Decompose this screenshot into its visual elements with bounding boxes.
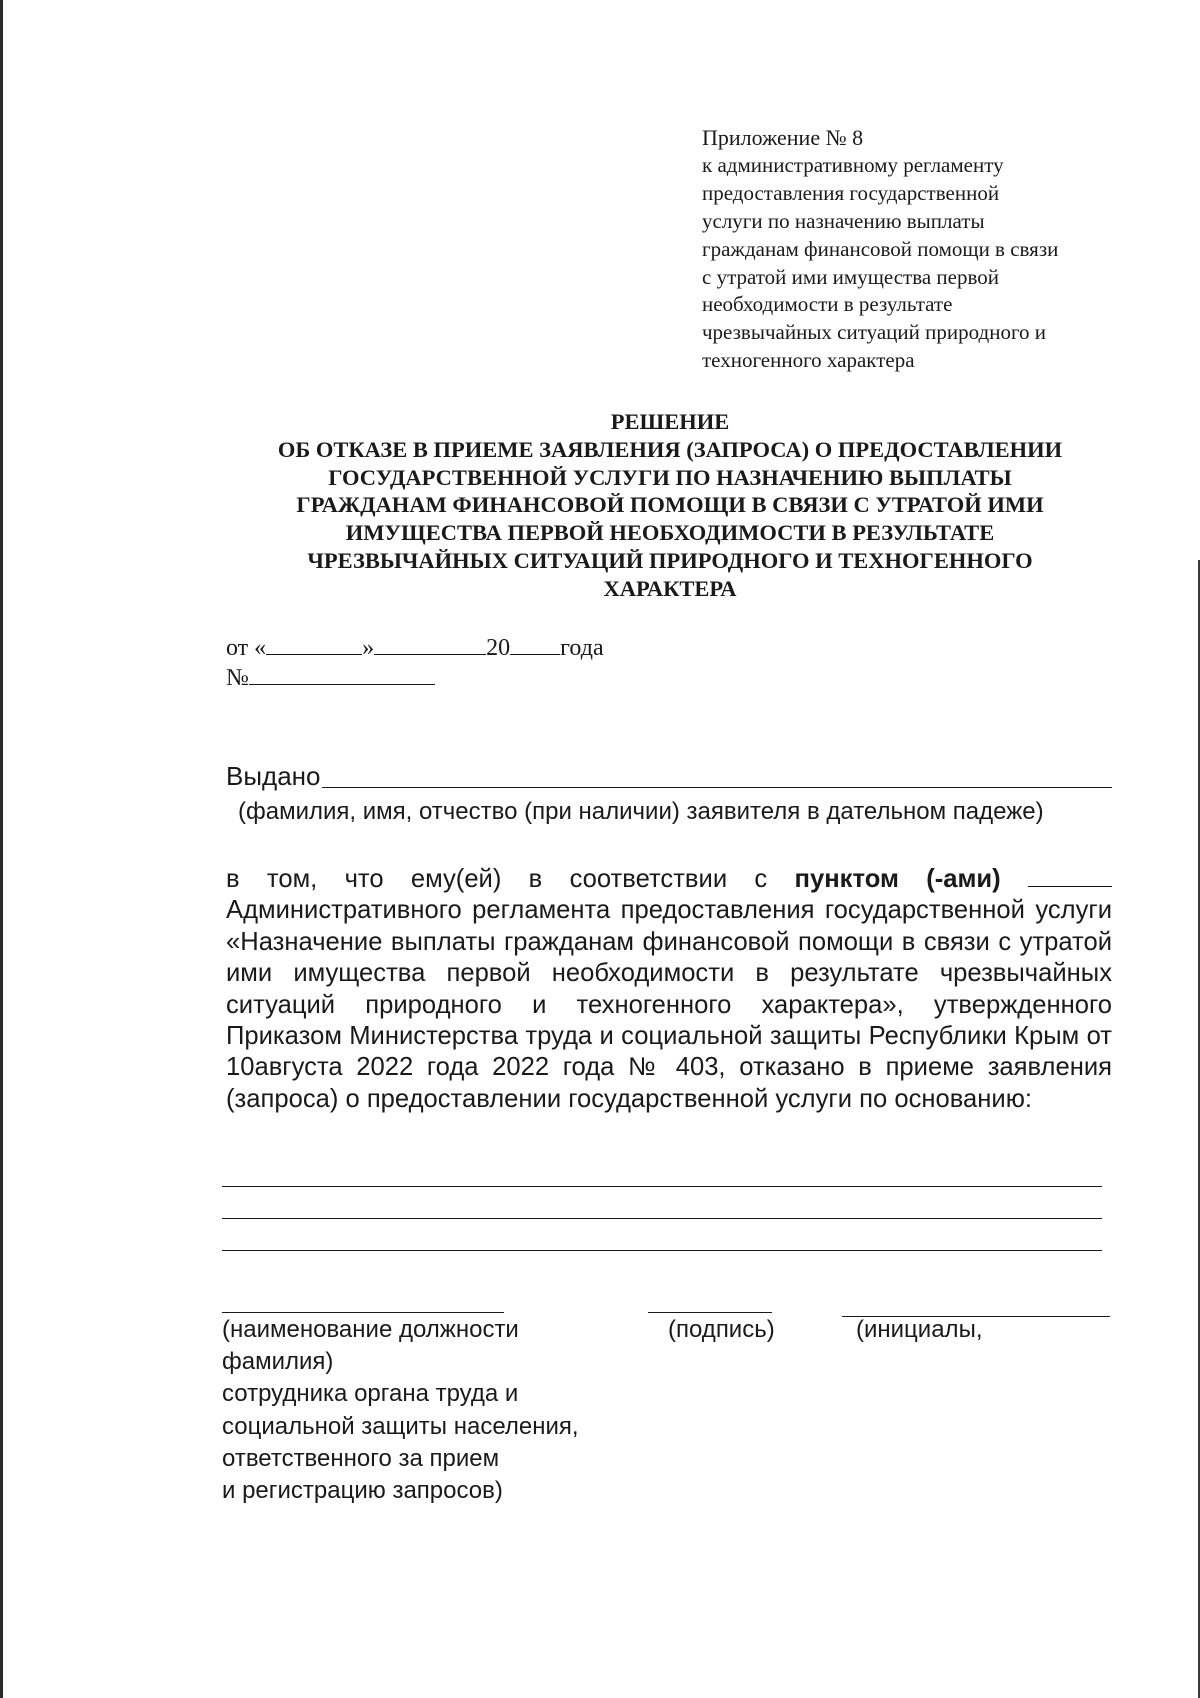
month-blank[interactable]: [374, 632, 486, 655]
reason-line[interactable]: [222, 1250, 1102, 1251]
issued-label: Выдано: [226, 761, 321, 791]
date-field: [226, 632, 604, 663]
title-line: РЕШЕНИЕ: [610, 409, 730, 434]
reason-line[interactable]: [222, 1186, 1102, 1187]
position-caption-line: сотрудника органа труда и: [222, 1380, 519, 1408]
appendix-line: гражданам финансовой помощи в связи: [702, 236, 1059, 261]
reason-line[interactable]: [222, 1218, 1102, 1219]
issued-field: [226, 760, 1112, 792]
title-line: ЧРЕЗВЫЧАЙНЫХ СИТУАЦИЙ ПРИРОДНОГО И ТЕХНОГЕННОГО: [307, 547, 1033, 573]
appendix-line: необходимости в результате: [702, 292, 953, 317]
number-blank[interactable]: [249, 662, 435, 685]
position-caption-line: фамилия): [222, 1348, 334, 1376]
body-text-part2: Административного регламента предоставления государственной услуги «Назначение выплаты гражданам финансовой помощи в связи с утратой ими имущества первой необходимости в результате чрезвычайных ситуаций природного и техногенного характера», утвержденного Приказом Министерства труда и социальной защиты Республики Крым от 10августа 2022 года 2022 года № 403, отказано в приеме заявления (запроса) о предоставлении государственной услуги по основанию:: [226, 896, 1112, 1113]
position-caption: [222, 1314, 602, 1507]
date-prefix: от «: [226, 635, 267, 661]
number-label: №: [226, 665, 249, 691]
number-field: [226, 662, 435, 693]
position-caption-line: ответственного за прием: [222, 1444, 500, 1472]
title-line: ХАРАКТЕРА: [603, 575, 737, 601]
decision-body: [226, 864, 1112, 1115]
appendix-line: техногенного характера: [702, 348, 915, 373]
issued-blank[interactable]: [322, 761, 1112, 788]
document-title: [230, 408, 1110, 603]
appendix-line: чрезвычайных ситуаций природного и: [702, 320, 1047, 345]
position-signature-line[interactable]: [222, 1312, 504, 1313]
signature-caption: (подпись): [668, 1316, 775, 1343]
title-line: ГРАЖДАНАМ ФИНАНСОВОЙ ПОМОЩИ В СВЯЗИ С УТРАТОЙ ИМИ: [296, 492, 1044, 518]
appendix-line: предоставления государственной: [702, 180, 1000, 205]
body-text-bold: пунктом (-ами): [794, 865, 1001, 893]
scan-edge-left: [0, 0, 3, 1698]
appendix-header: [702, 124, 1122, 375]
sign-line[interactable]: [648, 1312, 772, 1313]
position-caption-line: и регистрацию запросов): [222, 1477, 503, 1505]
appendix-line: с утратой ими имущества первой: [702, 264, 1000, 289]
initials-caption: (инициалы,: [856, 1316, 983, 1343]
position-caption-line: социальной защиты населения,: [222, 1412, 579, 1440]
clause-blank[interactable]: [1028, 866, 1112, 887]
title-line: ГОСУДАРСТВЕННОЙ УСЛУГИ ПО НАЗНАЧЕНИЮ ВЫПЛАТЫ: [328, 464, 1012, 490]
title-line: ОБ ОТКАЗЕ В ПРИЕМЕ ЗАЯВЛЕНИЯ (ЗАПРОСА) О ПРЕДОСТАВЛЕНИИ: [277, 436, 1063, 462]
appendix-line: услуги по назначению выплаты: [702, 208, 985, 233]
date-suffix: года: [560, 635, 604, 661]
appendix-number: Приложение № 8: [702, 125, 864, 150]
body-text-part1: в том, что ему(ей) в соответствии с: [226, 865, 795, 893]
title-line: ИМУЩЕСТВА ПЕРВОЙ НЕОБХОДИМОСТИ В РЕЗУЛЬТАТЕ: [345, 520, 995, 546]
date-century: 20: [486, 635, 511, 661]
year-blank[interactable]: [510, 632, 560, 655]
appendix-line: к административному регламенту: [702, 152, 1004, 177]
date-quote-close: »: [362, 635, 375, 661]
position-caption-line: (наименование должности: [222, 1316, 519, 1343]
issued-caption: (фамилия, имя, отчество (при наличии) заявителя в дательном падеже): [238, 798, 1044, 825]
day-blank[interactable]: [266, 632, 362, 655]
